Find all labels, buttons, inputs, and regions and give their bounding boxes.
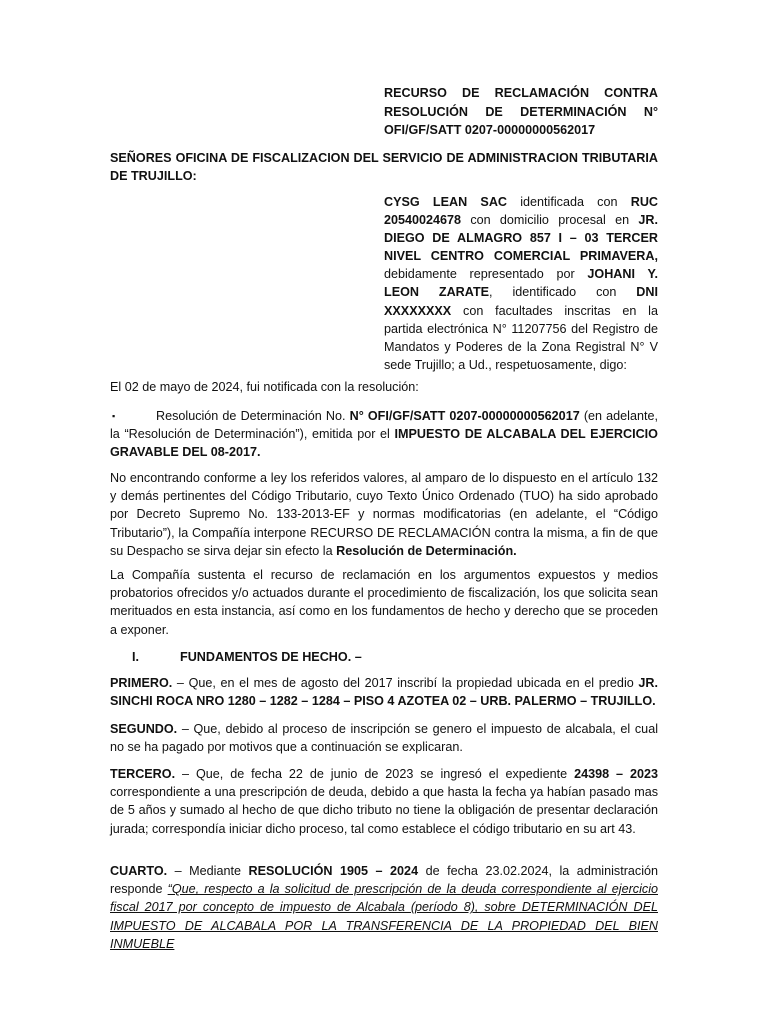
applicant-paragraph: CYSG LEAN SAC identificada con RUC 20540024678 con domicilio procesal en JR. DIEGO DE ALMAGRO 857 I – 03 TERCER NIVEL CENTRO COMERCIAL PRIMAVERA, debidamente representado por JOHANI Y. LEON ZARATE, identificado con DNI XXXXXXXX con facultades inscritas en la partida electrónica N° 11207756 del Registro de Mandatos y Poderes de la Zona Registral N° V sede Trujillo; a Ud., respetuosamente, digo: <box>384 195 659 372</box>
notification-line: El 02 de mayo de 2024, fui notificada con la resolución: <box>110 380 419 394</box>
document-title: RECURSO DE RECLAMACIÓN CONTRA RESOLUCIÓN DE DETERMINACIÓN N° OFI/GF/SATT 0207-00000000562017 <box>384 86 658 137</box>
paragraph-cuarto: CUARTO. – Mediante RESOLUCIÓN 1905 – 2024 de fecha 23.02.2024, la administración responde “Que, respecto a la solicitud de prescripción de la deuda correspondiente al ejercicio fiscal 2017 por concepto de impuesto de Alcabala (período 8), sobre DETERMINACIÓN DEL IMPUESTO DE ALCABALA POR LA TRANSFERENCIA DE LA PROPIEDAD DEL BIEN INMUEBLE <box>110 864 659 951</box>
section-title: FUNDAMENTOS DE HECHO. – <box>180 650 362 664</box>
paragraph-tercero: TERCERO. – Que, de fecha 22 de junio de 2023 se ingresó el expediente 24398 – 2023 correspondiente a una prescripción de deuda, debido a que hasta la fecha ya habían pasado mas de 5 años y sumado al hecho de que dicho tributo no tiene la obligación de presentar declaración jurada; correspondía iniciar dicho proceso, tal como establece el código tributario en su art 43. <box>110 767 658 836</box>
paragraph-arguments: La Compañía sustenta el recurso de reclamación en los argumentos expuestos y medios probatorios ofrecidos y/o actuados durante el procedimiento de fiscalización, los que solicita sean merituados en esta instancia, así como en los fundamentos de hecho y derecho que se proceden a exponer. <box>110 568 658 637</box>
paragraph-segundo: SEGUNDO. – Que, debido al proceso de inscripción se genero el impuesto de alcabala, el cual no se ha pagado por motivos que a continuación se explicaran. <box>110 722 658 755</box>
bullet-text: Resolución de Determinación No. N° OFI/GF/SATT 0207-00000000562017 (en adelante, la “Resolución de Determinación”), emitida por el IMPUESTO DE ALCABALA DEL EJERCICIO GRAVABLE DEL 08-2017. <box>110 409 658 460</box>
bullet-icon: ▪ <box>112 411 116 421</box>
paragraph-primero: PRIMERO. – Que, en el mes de agosto del 2017 inscribí la propiedad ubicada en el predio JR. SINCHI ROCA NRO 1280 – 1282 – 1284 – PISO 4 AZOTEA 02 – URB. PALERMO – TRUJILLO. <box>110 676 658 709</box>
addressee: SEÑORES OFICINA DE FISCALIZACION DEL SERVICIO DE ADMINISTRACION TRIBUTARIA DE TRUJILLO: <box>110 151 658 184</box>
paragraph-legal-basis: No encontrando conforme a ley los referidos valores, al amparo de lo dispuesto en el artículo 132 y demás pertinentes del Código Tributario, cuyo Texto Único Ordenado (TUO) ha sido aprobado por Decreto Supremo No. 133-2013-EF y normas modificatorias (en adelante, el “Código Tributario”), la Compañía interpone RECURSO DE RECLAMACIÓN contra la misma, a fin de que su Despacho se sirva dejar sin efecto la Resolución de Determinación. <box>110 471 658 558</box>
section-number: I. <box>132 650 139 664</box>
